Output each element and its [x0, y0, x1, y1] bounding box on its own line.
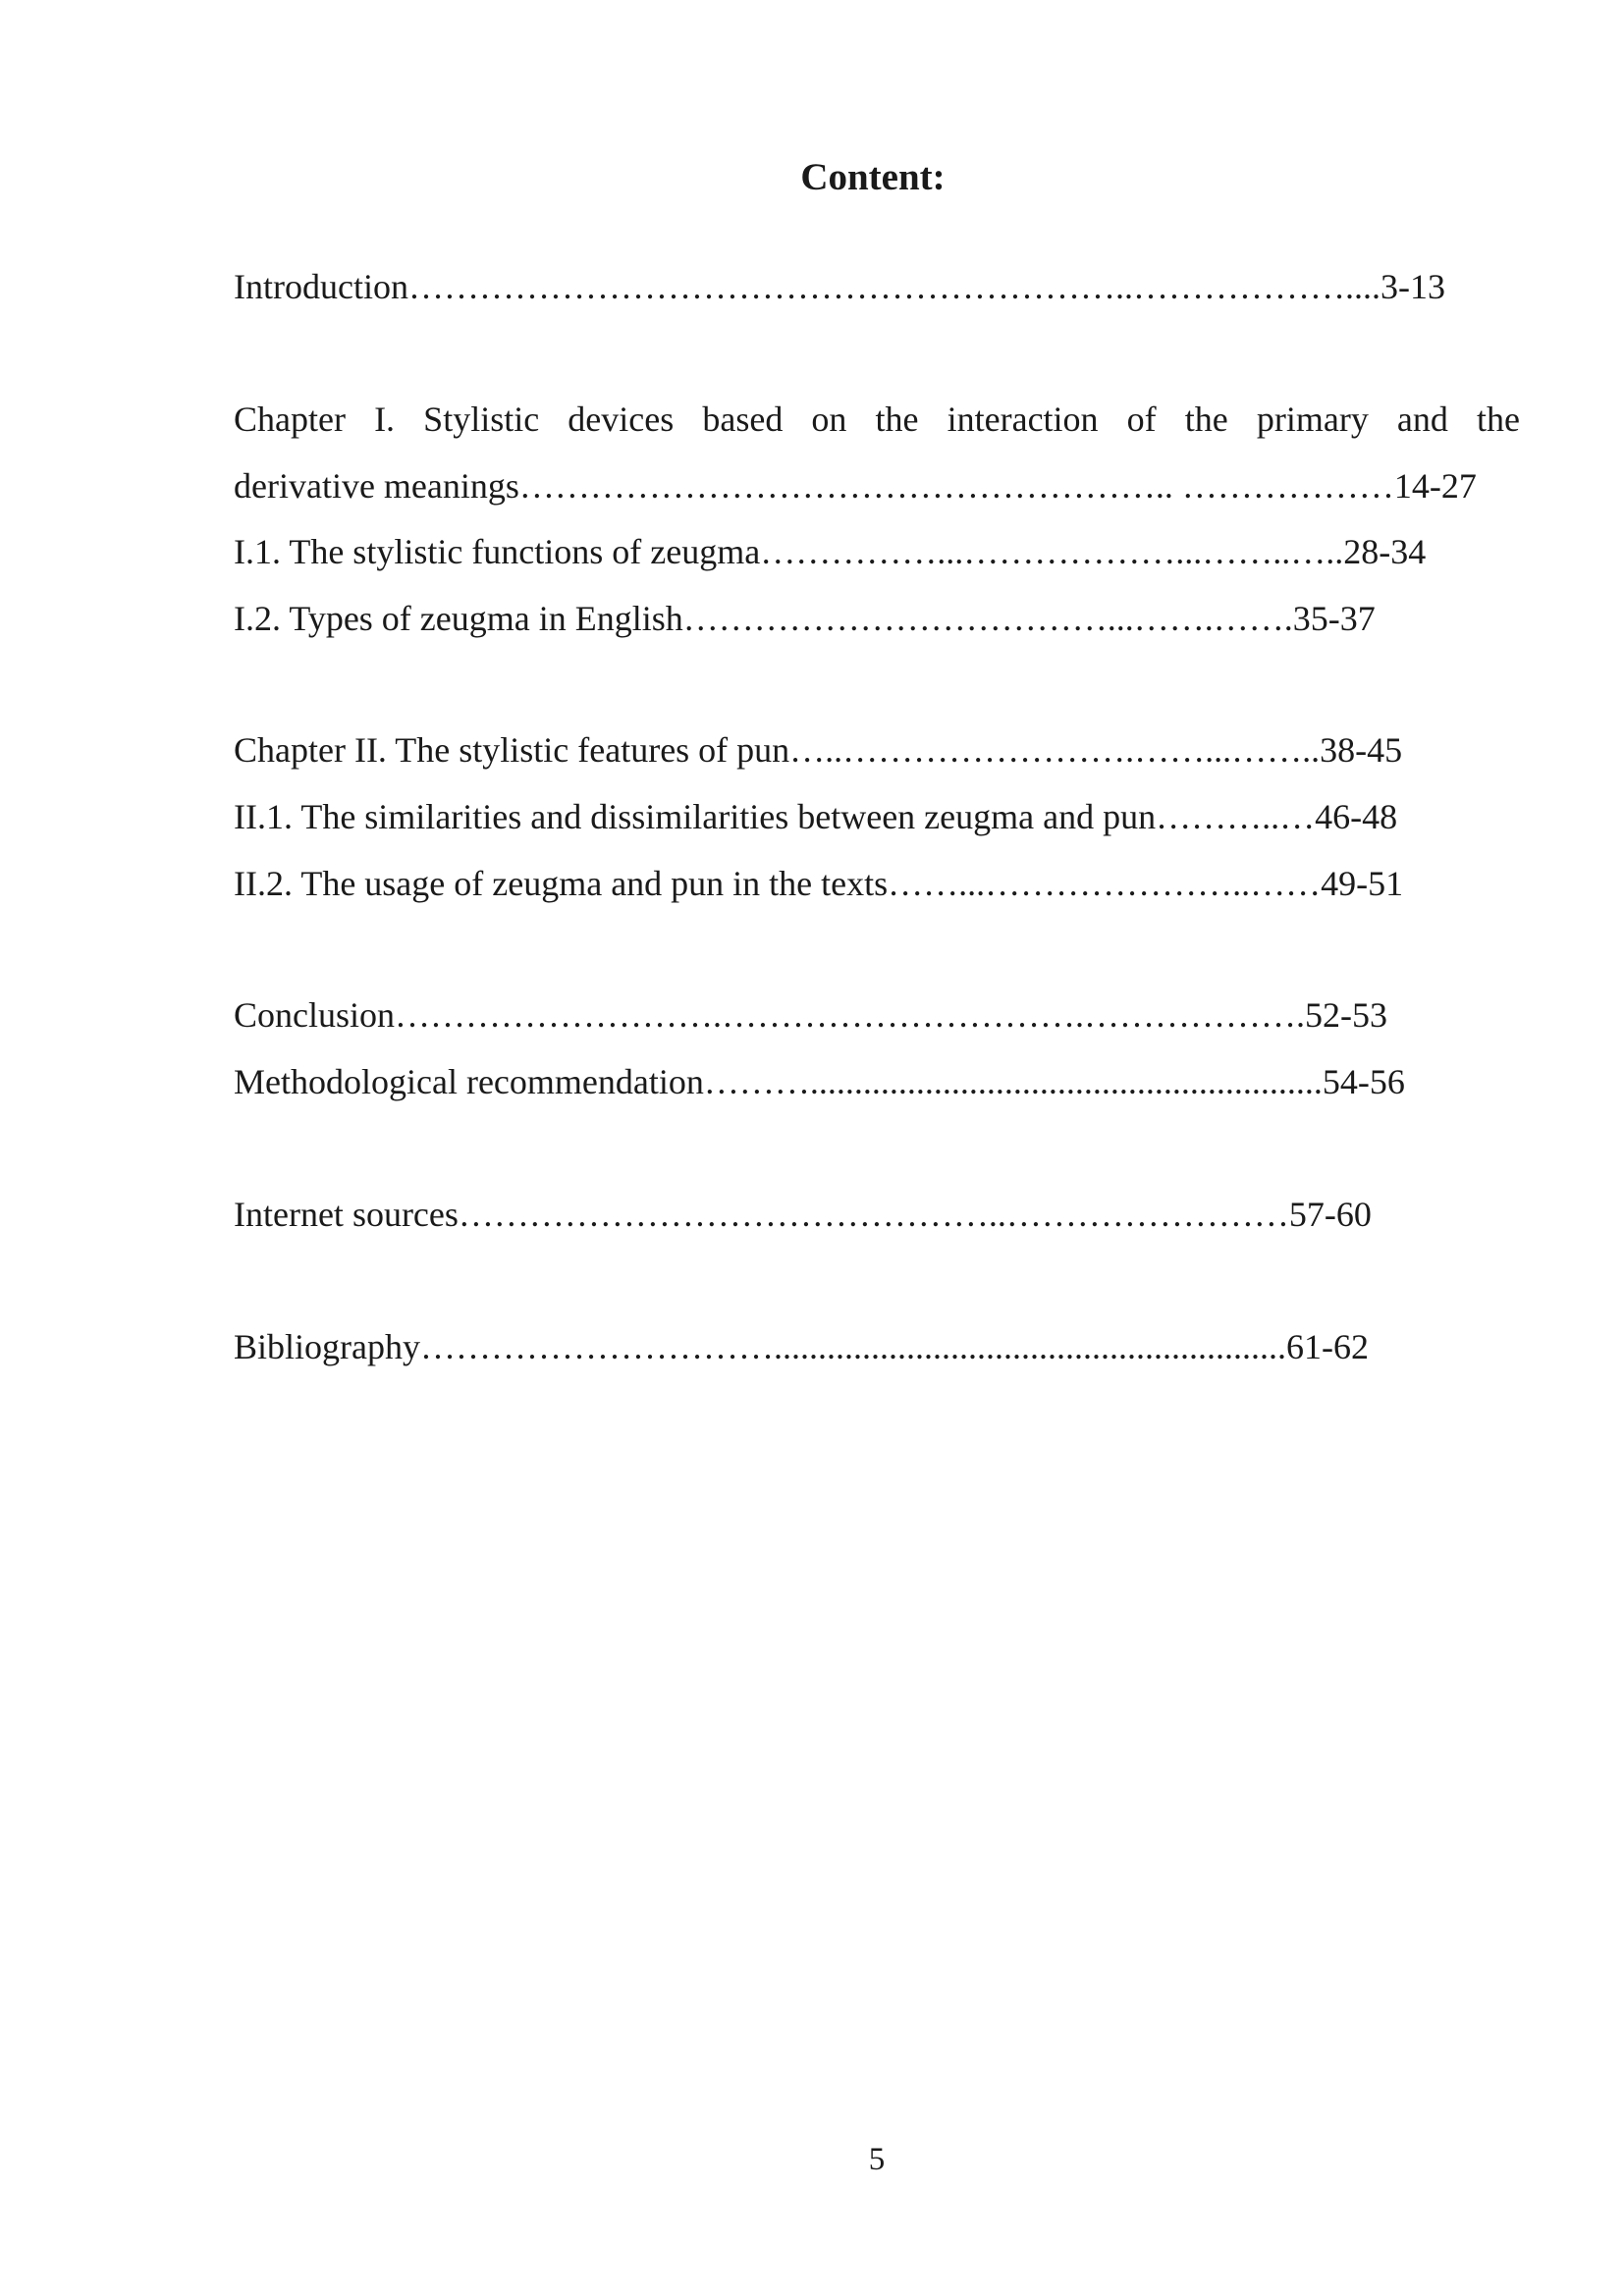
toc-entry-conclusion: Conclusion……………………….………………………….……………….52-53 — [234, 995, 1387, 1035]
page-title: Content: — [800, 156, 946, 198]
toc-entry-section-2-2: II.2. The usage of zeugma and pun in the texts……...…………………..……49-51 — [234, 864, 1404, 903]
toc-entry-methodological-recommendation: Methodological recommendation………..........................................................54-56 — [234, 1062, 1405, 1101]
toc-entry-section-1-2: I.2. Types of zeugma in English………………………………...…….…….35-37 — [234, 599, 1376, 638]
toc-entry-bibliography: Bibliography…………………………..........................................................61-62 — [234, 1327, 1369, 1366]
page-number: 5 — [868, 2142, 886, 2177]
toc-entry-introduction: Introduction……………………………………………………..………………....3-13 — [234, 267, 1445, 306]
toc-entry-chapter-1-line-2: derivative meanings……………………………………………….. ………………14-27 — [234, 466, 1477, 506]
toc-entry-chapter-1-line-1: Chapter I. Stylistic devices based on the interaction of the primary and the — [234, 400, 1520, 439]
toc-entry-section-2-1: II.1. The similarities and dissimilarities between zeugma and pun………..…46-48 — [234, 797, 1398, 836]
toc-entry-chapter-2: Chapter II. The stylistic features of pun…..…………………….……...……..38-45 — [234, 730, 1403, 770]
toc-entry-internet-sources: Internet sources………………………………………..……………………57-60 — [234, 1195, 1372, 1234]
toc-entry-section-1-1: I.1. The stylistic functions of zeugma……………...………………...……..…..28-34 — [234, 532, 1427, 571]
